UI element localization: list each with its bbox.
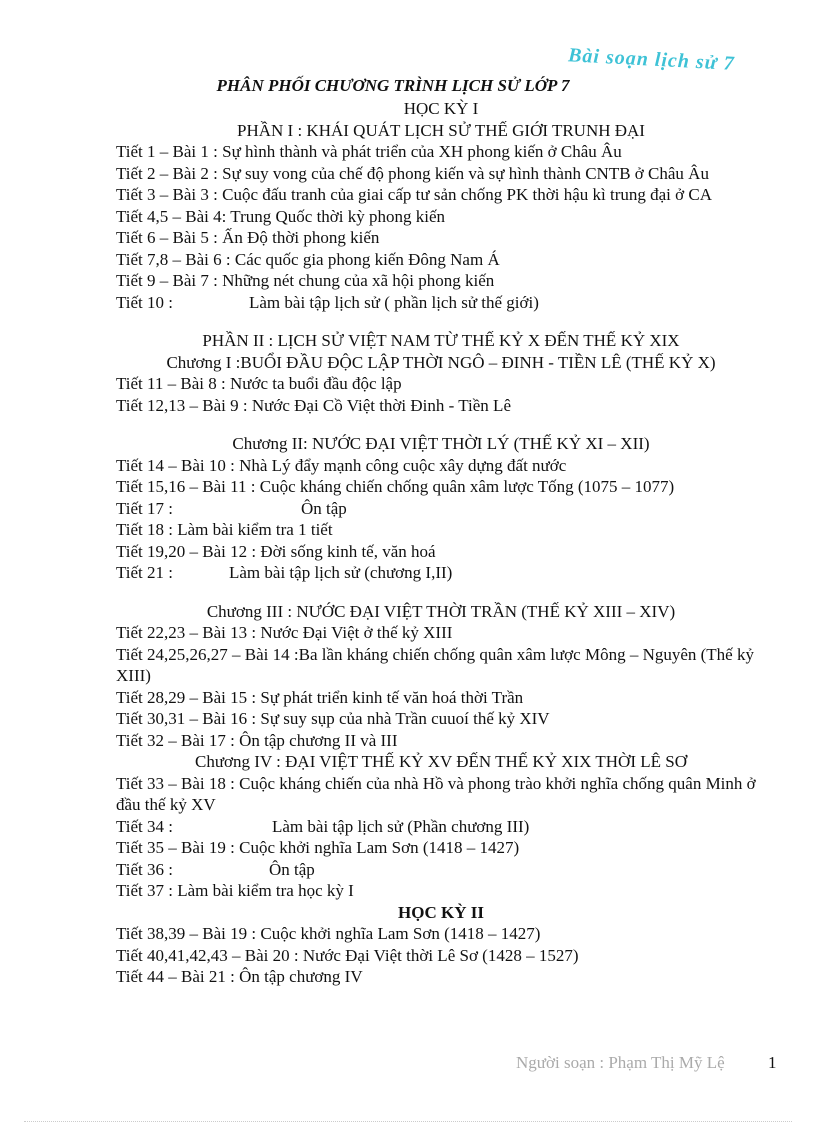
lesson-line: Tiết 1 – Bài 1 : Sự hình thành và phát triển của XH phong kiến ở Châu Âu (116, 142, 622, 161)
lesson-line: Tiết 22,23 – Bài 13 : Nước Đại Việt ở thế kỷ XIII (116, 623, 453, 642)
lesson-line: Tiết 37 : Làm bài kiểm tra học kỳ I (116, 881, 354, 900)
lesson-line: Tiết 35 – Bài 19 : Cuộc khởi nghĩa Lam Sơn (1418 – 1427) (116, 838, 520, 857)
lesson-line: Tiết 7,8 – Bài 6 : Các quốc gia phong kiến Đông Nam Á (116, 249, 500, 269)
lesson-line: Tiết 4,5 – Bài 4: Trung Quốc thời kỳ phong kiến (116, 206, 446, 226)
lesson-line: Tiết 2 – Bài 2 : Sự suy vong của chế độ phong kiến và sự hình thành CNTB ở Châu Âu (116, 163, 709, 183)
lesson-line-tiet-17 (116, 498, 766, 520)
document-body (116, 98, 766, 988)
lesson-label: Tiết 10 : (116, 292, 174, 312)
lesson-line-tiet-21 (116, 562, 766, 584)
lesson-label: Tiết 34 : (116, 816, 174, 836)
lesson-line: Tiết 14 – Bài 10 : Nhà Lý đẩy mạnh công cuộc xây dựng đất nước (116, 455, 567, 475)
lesson-line-tiet-10 (116, 292, 766, 314)
lesson-line-tiet-36 (116, 859, 766, 881)
chapter-3-heading: Chương III : NƯỚC ĐẠI VIỆT THỜI TRẦN (THẾ KỶ XIII – XIV) (206, 601, 676, 621)
part-2-heading: PHẦN II : LỊCH SỬ VIỆT NAM TỪ THẾ KỶ X ĐẾN THẾ KỶ XIX (202, 331, 680, 350)
part-1-heading: PHẦN I : KHÁI QUÁT LỊCH SỬ THẾ GIỚI TRUNH ĐẠI (237, 120, 645, 140)
lesson-line: Tiết 24,25,26,27 – Bài 14 :Ba lần kháng chiến chống quân xâm lược Mông – Nguyên (Thế kỷ XIII) (116, 644, 754, 685)
lesson-line: Tiết 18 : Làm bài kiểm tra 1 tiết (116, 520, 333, 539)
semester-2-heading: HỌC KỲ II (398, 902, 484, 922)
lesson-line: Tiết 3 – Bài 3 : Cuộc đấu tranh của giai cấp tư sản chống PK thời hậu kì trung đại ở CA (116, 185, 712, 204)
lesson-line: Tiết 6 – Bài 5 : Ấn Độ thời phong kiến (116, 228, 380, 247)
lesson-label: Tiết 21 : (116, 563, 174, 582)
lesson-line: Tiết 15,16 – Bài 11 : Cuộc kháng chiến chống quân xâm lược Tống (1075 – 1077) (116, 477, 675, 496)
lesson-line: Tiết 32 – Bài 17 : Ôn tập chương II và III (116, 730, 398, 750)
lesson-line: Tiết 38,39 – Bài 19 : Cuộc khởi nghĩa Lam Sơn (1418 – 1427) (116, 924, 541, 943)
lesson-text: Ôn tập (269, 859, 315, 879)
lesson-line: Tiết 12,13 – Bài 9 : Nước Đại Cồ Việt thời Đinh - Tiền Lê (116, 395, 511, 415)
lesson-text: Làm bài tập lịch sử (chương I,II) (229, 563, 453, 582)
lesson-line: Tiết 30,31 – Bài 16 : Sự suy sụp của nhà Trần cuuoí thế kỷ XIV (116, 709, 550, 728)
lesson-text: Làm bài tập lịch sử ( phần lịch sử thế giới) (249, 292, 539, 312)
lesson-text: Làm bài tập lịch sử (Phần chương III) (272, 816, 530, 836)
chapter-2-heading: Chương II: NƯỚC ĐẠI VIỆT THỜI LÝ (THẾ KỶ XI – XII) (232, 434, 650, 453)
chapter-4-heading: Chương IV : ĐẠI VIỆT THẾ KỶ XV ĐẾN THẾ KỶ XIX THỜI LÊ SƠ (195, 752, 687, 771)
lesson-line: Tiết 40,41,42,43 – Bài 20 : Nước Đại Việt thời Lê Sơ (1428 – 1527) (116, 945, 579, 965)
lesson-line: Tiết 33 – Bài 18 : Cuộc kháng chiến của nhà Hồ và phong trào khởi nghĩa chống quân Minh ở đầu thế kỷ XV (116, 773, 756, 814)
lesson-label: Tiết 36 : (116, 859, 174, 879)
chapter-1-heading: Chương I :BUỔI ĐẦU ĐỘC LẬP THỜI NGÔ – ĐINH - TIỀN LÊ (THẾ KỶ X) (166, 352, 716, 372)
document-title: PHÂN PHỐI CHƯƠNG TRÌNH LỊCH SỬ LỚP 7 (216, 76, 570, 95)
semester-1-heading: HỌC KỲ I (403, 99, 479, 118)
lesson-text: Ôn tập (301, 498, 347, 518)
footer-author: Người soạn : Phạm Thị Mỹ Lệ (516, 1053, 725, 1072)
lesson-line-tiet-34 (116, 816, 766, 838)
lesson-label: Tiết 17 : (116, 498, 174, 518)
lesson-line: Tiết 19,20 – Bài 12 : Đời sống kinh tế, văn hoá (116, 541, 436, 561)
page-number: 1 (768, 1053, 777, 1072)
watermark: Bài soạn lịch sử 7 (567, 44, 736, 75)
lesson-line: Tiết 28,29 – Bài 15 : Sự phát triển kinh tế văn hoá thời Trần (116, 687, 524, 707)
lesson-line: Tiết 11 – Bài 8 : Nước ta buổi đầu độc lập (116, 374, 402, 393)
lesson-line: Tiết 44 – Bài 21 : Ôn tập chương IV (116, 967, 363, 986)
page-bottom-divider (24, 1121, 792, 1122)
lesson-line: Tiết 9 – Bài 7 : Những nét chung của xã hội phong kiến (116, 271, 495, 290)
